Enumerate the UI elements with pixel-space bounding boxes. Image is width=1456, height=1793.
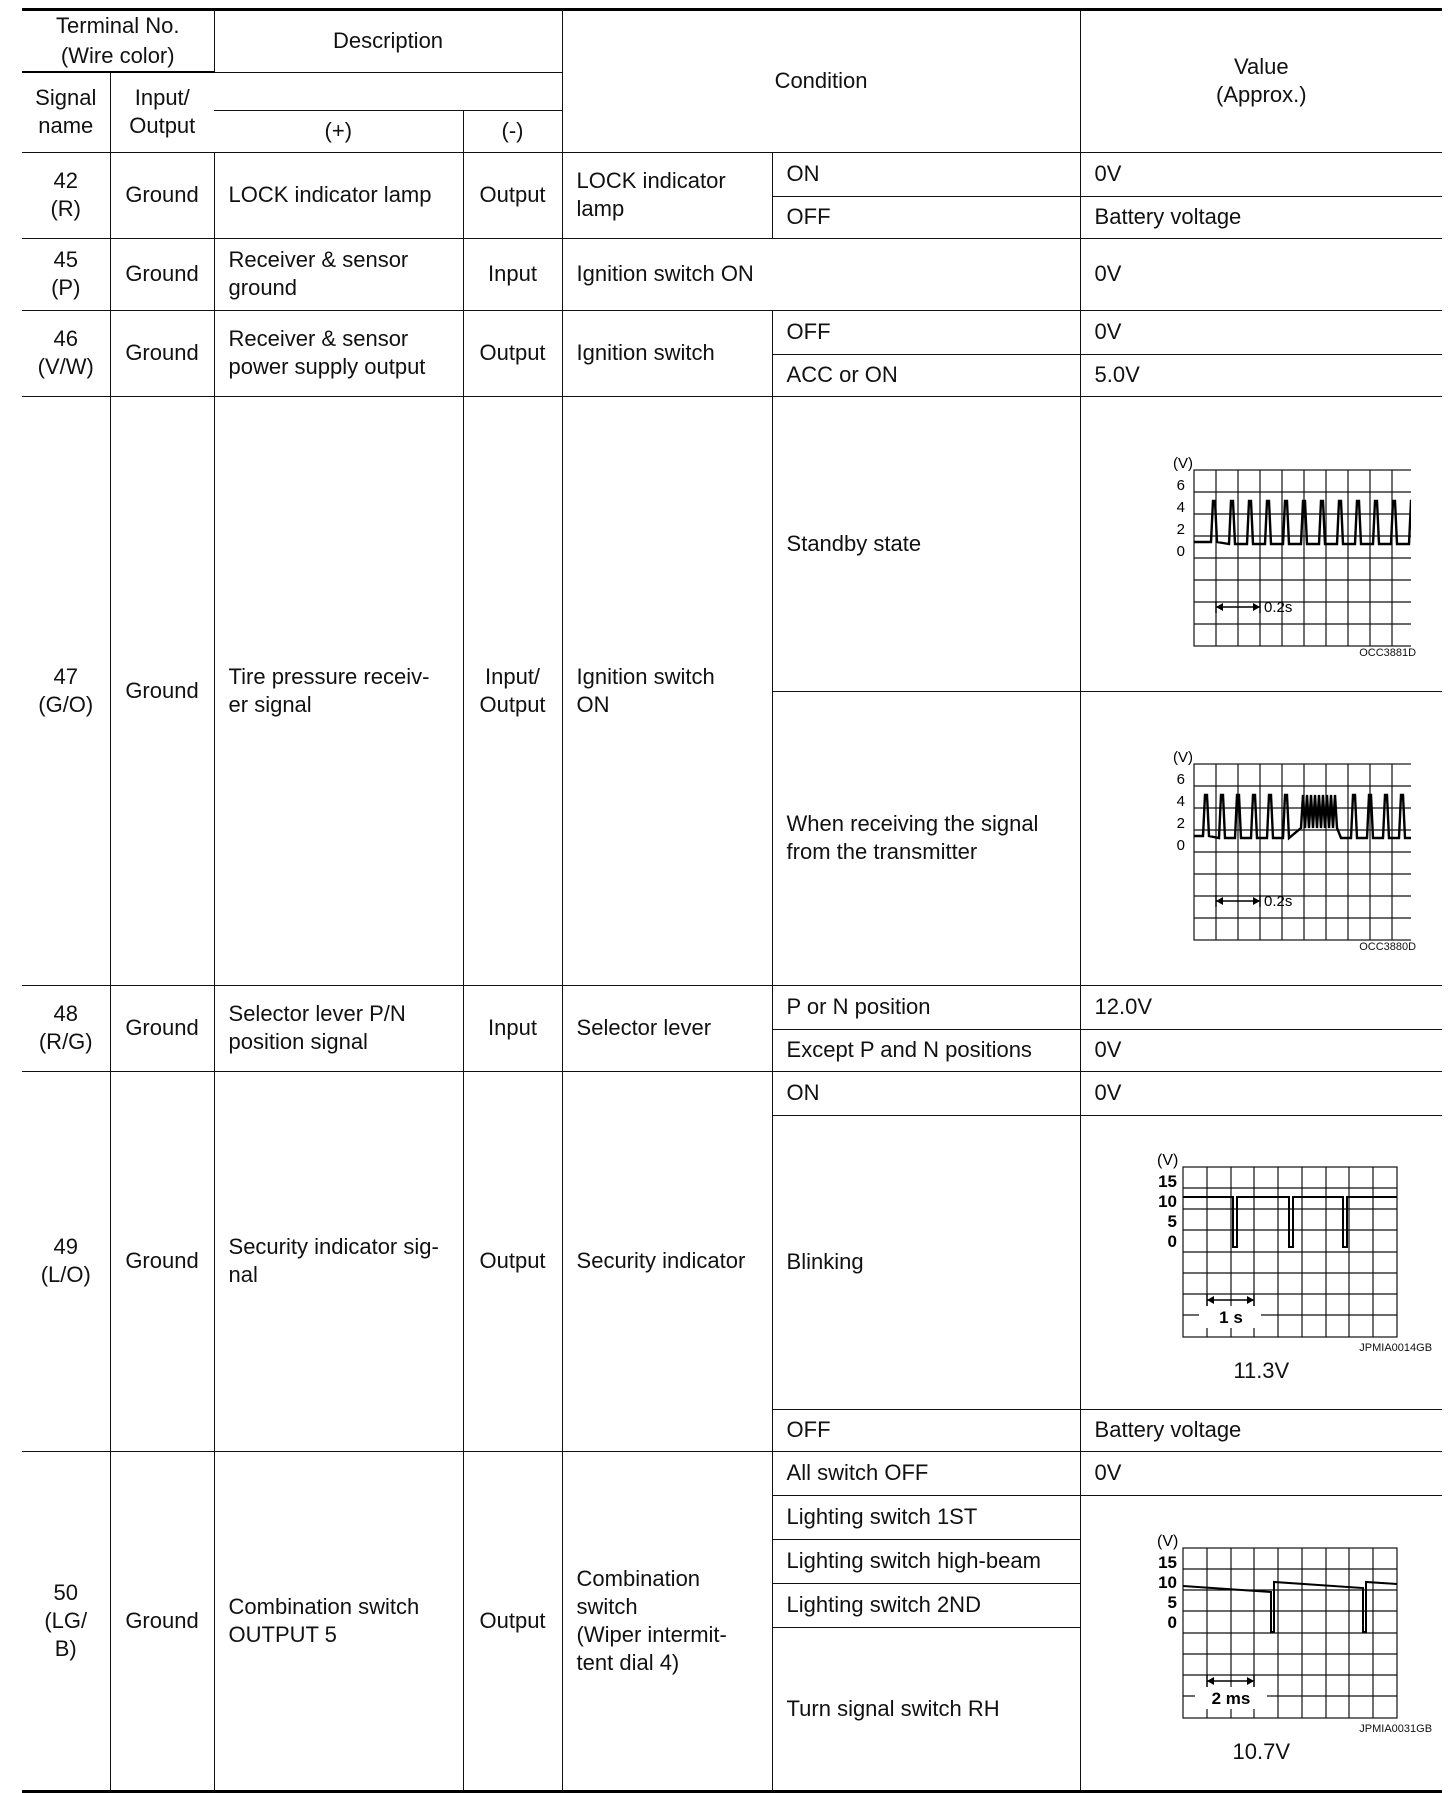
terminal-table <box>22 8 1442 1793</box>
y-tick-label: 0 <box>1167 1232 1178 1251</box>
value-cell: 0V <box>1080 1451 1442 1495</box>
value-cell: 0V <box>1080 1029 1442 1071</box>
waveform-value: 10.7V <box>1232 1738 1291 1764</box>
value-cell: Battery voltage <box>1080 1409 1442 1451</box>
terminal-number: 45 (P) <box>22 238 110 310</box>
io-cell: Input/ Output <box>463 396 562 985</box>
header-signal-name: Signal name <box>22 72 110 152</box>
row-48 <box>22 985 1442 1029</box>
sub-condition-cell: Lighting switch 1ST <box>772 1495 1080 1539</box>
sub-condition-cell: OFF <box>772 310 1080 354</box>
y-tick-label: 5 <box>1167 1592 1178 1612</box>
sub-condition-cell: ON <box>772 1071 1080 1115</box>
y-tick-label: 0 <box>1167 1612 1178 1632</box>
ground-cell: Ground <box>110 310 214 396</box>
y-tick-label: 4 <box>1176 498 1186 516</box>
figure-code: JPMIA0014GB <box>1359 1342 1433 1354</box>
y-tick-label: 6 <box>1176 476 1186 494</box>
row-47 <box>22 396 1442 691</box>
value-cell: 5.0V <box>1080 354 1442 396</box>
y-tick-label: 10 <box>1158 1572 1178 1592</box>
ground-cell: Ground <box>110 1071 214 1451</box>
waveform-cell <box>1080 1495 1442 1791</box>
header-input-output: Input/ Output <box>110 72 214 152</box>
waveform-blinking <box>1111 1139 1411 1339</box>
value-cell: 0V <box>1080 1071 1442 1115</box>
y-tick-label: 15 <box>1158 1172 1178 1191</box>
waveform-trace <box>1194 501 1411 544</box>
value-cell: 12.0V <box>1080 985 1442 1029</box>
waveform-cell <box>1080 1115 1442 1409</box>
ground-cell: Ground <box>110 985 214 1071</box>
sub-condition-cell: OFF <box>772 196 1080 238</box>
condition-cell: LOCK indicator lamp <box>562 152 772 238</box>
terminal-number: 42 (R) <box>22 152 110 238</box>
sub-condition-cell: When receiving the signal from the transmitter <box>772 691 1080 985</box>
sub-condition-cell: Standby state <box>772 396 1080 691</box>
signal-name-cell: LOCK indicator lamp <box>214 152 463 238</box>
sub-condition-cell: All switch OFF <box>772 1451 1080 1495</box>
figure-code: OCC3880D <box>1359 941 1417 953</box>
oscilloscope-grid <box>1194 470 1411 646</box>
header-value: Value (Approx.) <box>1080 10 1442 153</box>
wave-unit-label: (V) <box>1173 454 1194 472</box>
ground-cell: Ground <box>110 152 214 238</box>
row-50 <box>22 1451 1442 1495</box>
waveform-value: 11.3V <box>1233 1358 1290 1383</box>
ground-cell: Ground <box>110 238 214 310</box>
io-cell: Input <box>463 238 562 310</box>
io-cell: Output <box>463 1071 562 1451</box>
io-cell: Input <box>463 985 562 1071</box>
waveform-trace <box>1183 1197 1397 1247</box>
header-terminal-no-label: Terminal No. <box>56 13 180 38</box>
condition-cell: Combination switch (Wiper intermit- tent dial 4) <box>562 1451 772 1791</box>
time-division-label: 0.2s <box>1264 598 1293 616</box>
ground-cell: Ground <box>110 1451 214 1791</box>
y-tick-label: 5 <box>1167 1212 1178 1231</box>
value-cell: Battery voltage <box>1080 196 1442 238</box>
signal-name-cell: Receiver & sensor power supply output <box>214 310 463 396</box>
y-tick-label: 0 <box>1176 837 1186 854</box>
time-division-label: 0.2s <box>1264 893 1293 910</box>
value-cell: 0V <box>1080 152 1442 196</box>
oscilloscope-grid <box>1194 764 1411 940</box>
waveform-combination-switch <box>1111 1520 1411 1720</box>
signal-name-cell: Receiver & sensor ground <box>214 238 463 310</box>
condition-cell: Ignition switch ON <box>562 238 1080 310</box>
sub-condition-cell: P or N position <box>772 985 1080 1029</box>
terminal-number: 46 (V/W) <box>22 310 110 396</box>
condition-cell: Security indicator <box>562 1071 772 1451</box>
wave-unit-label: (V) <box>1157 1152 1179 1169</box>
waveform-cell <box>1080 691 1442 985</box>
y-tick-label: 4 <box>1176 793 1186 810</box>
sub-condition-cell: ON <box>772 152 1080 196</box>
signal-name-cell: Security indicator sig- nal <box>214 1071 463 1451</box>
terminal-number: 47 (G/O) <box>22 396 110 985</box>
y-tick-label: 0 <box>1176 542 1186 560</box>
waveform-receiving <box>1111 722 1411 942</box>
io-cell: Output <box>463 1451 562 1791</box>
signal-name-cell: Tire pressure receiv- er signal <box>214 396 463 985</box>
io-cell: Output <box>463 152 562 238</box>
y-tick-label: 15 <box>1158 1552 1178 1572</box>
waveform-cell <box>1080 396 1442 691</box>
signal-name-cell: Combination switch OUTPUT 5 <box>214 1451 463 1791</box>
header-description: Description <box>214 10 562 73</box>
ground-cell: Ground <box>110 396 214 985</box>
wave-unit-label: (V) <box>1157 1532 1179 1550</box>
sub-condition-cell: Blinking <box>772 1115 1080 1409</box>
row-46 <box>22 310 1442 354</box>
y-tick-label: 6 <box>1176 771 1186 788</box>
row-42 <box>22 152 1442 196</box>
y-tick-label: 2 <box>1176 520 1186 538</box>
figure-code: OCC3881D <box>1359 646 1417 659</box>
header-plus: (+) <box>214 110 463 152</box>
figure-code: JPMIA0031GB <box>1359 1722 1433 1735</box>
y-tick-label: 10 <box>1158 1192 1178 1211</box>
row-45 <box>22 238 1442 310</box>
sub-condition-cell: OFF <box>772 1409 1080 1451</box>
sub-condition-cell: ACC or ON <box>772 354 1080 396</box>
condition-cell: Ignition switch ON <box>562 396 772 985</box>
condition-cell: Ignition switch <box>562 310 772 396</box>
value-cell: 0V <box>1080 238 1442 310</box>
waveform-trace <box>1194 795 1411 838</box>
header-terminal-no <box>22 10 214 73</box>
header-condition: Condition <box>562 10 1080 153</box>
row-49 <box>22 1071 1442 1115</box>
header-minus: (-) <box>463 110 562 152</box>
sub-condition-cell: Except P and N positions <box>772 1029 1080 1071</box>
y-tick-label: 2 <box>1176 815 1186 832</box>
header-wire-color-label: (Wire color) <box>60 43 175 68</box>
signal-name-cell: Selector lever P/N position signal <box>214 985 463 1071</box>
value-cell: 0V <box>1080 310 1442 354</box>
header-row-1 <box>22 10 1442 73</box>
io-cell: Output <box>463 310 562 396</box>
terminal-number: 48 (R/G) <box>22 985 110 1071</box>
sub-condition-cell: Lighting switch high-beam <box>772 1539 1080 1583</box>
waveform-standby <box>1111 428 1411 648</box>
sub-condition-cell: Turn signal switch RH <box>772 1627 1080 1791</box>
condition-cell: Selector lever <box>562 985 772 1071</box>
sub-condition-cell: Lighting switch 2ND <box>772 1583 1080 1627</box>
terminal-number: 49 (L/O) <box>22 1071 110 1451</box>
time-division-label: 2 ms <box>1211 1688 1251 1708</box>
wave-unit-label: (V) <box>1173 749 1194 766</box>
time-division-label: 1 s <box>1219 1308 1244 1327</box>
terminal-number: 50 (LG/ B) <box>22 1451 110 1791</box>
